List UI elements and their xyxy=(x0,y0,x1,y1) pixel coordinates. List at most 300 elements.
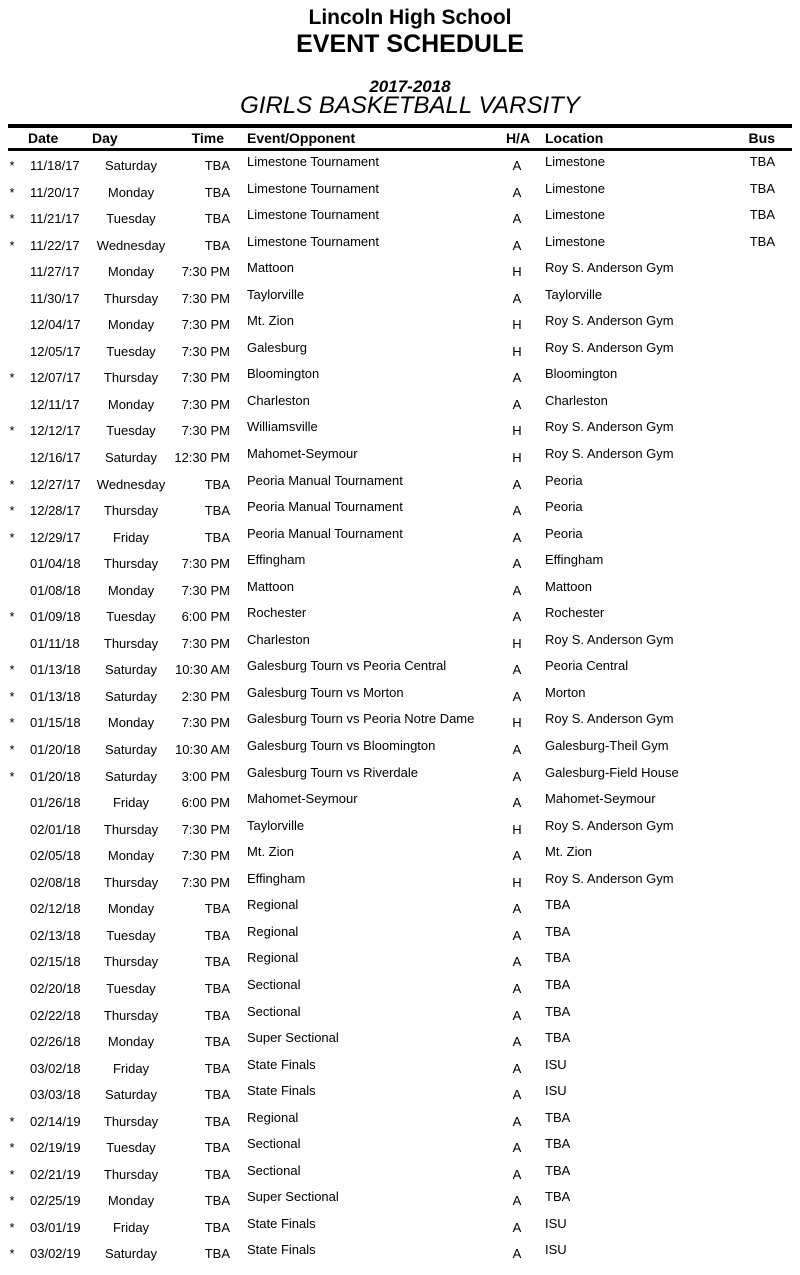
column-header-event: Event/Opponent xyxy=(247,130,356,146)
bus-cell xyxy=(705,1052,775,1079)
column-header-day: Day xyxy=(92,130,118,146)
table-row xyxy=(0,549,800,576)
time-cell: 7:30 PM xyxy=(181,556,230,572)
event-opponent-cell: Galesburg Tourn vs Riverdale xyxy=(247,764,419,780)
date-cell: 12/29/17 xyxy=(30,529,81,545)
day-cell: Saturday xyxy=(104,158,158,173)
table-row xyxy=(0,1213,800,1240)
location-cell: Peoria Central xyxy=(545,658,629,674)
row-star-marker xyxy=(6,631,18,658)
row-star-marker: * xyxy=(9,768,15,784)
bus-cell xyxy=(705,1105,775,1132)
day-cell: Tuesday xyxy=(106,1140,156,1156)
event-opponent-cell: Limestone Tournament xyxy=(247,233,380,249)
day-cell: Friday xyxy=(112,529,150,545)
time-cell: 7:30 PM xyxy=(181,821,230,837)
date-cell: 02/14/19 xyxy=(30,1113,81,1129)
event-opponent-cell: Regional xyxy=(247,1109,299,1125)
location-cell: Morton xyxy=(545,684,586,700)
day-cell: Monday xyxy=(107,1193,155,1209)
bus-cell xyxy=(705,706,775,733)
row-star-marker: * xyxy=(9,1246,15,1262)
home-away-cell: A xyxy=(512,980,522,996)
date-cell: 02/26/18 xyxy=(30,1034,81,1050)
event-opponent-cell: Mt. Zion xyxy=(247,313,294,329)
row-star-marker xyxy=(6,1082,18,1109)
bus-cell xyxy=(705,760,775,787)
home-away-cell: A xyxy=(512,901,522,917)
date-cell: 03/03/18 xyxy=(30,1087,81,1103)
date-cell: 02/08/18 xyxy=(30,874,81,890)
bus-cell xyxy=(705,335,775,362)
table-row xyxy=(0,1054,800,1081)
row-star-marker xyxy=(6,923,18,950)
day-cell: Thursday xyxy=(103,954,159,970)
time-cell: TBA xyxy=(204,476,230,492)
date-cell: 12/27/17 xyxy=(30,476,81,492)
event-opponent-cell: Effingham xyxy=(247,552,306,568)
bus-cell xyxy=(705,653,775,680)
day-cell: Saturday xyxy=(104,450,158,466)
table-row xyxy=(0,416,800,443)
row-star-marker: * xyxy=(9,503,15,519)
row-star-marker xyxy=(6,259,18,286)
table-row xyxy=(0,284,800,311)
date-cell: 02/12/18 xyxy=(30,901,81,917)
event-opponent-cell: Sectional xyxy=(247,1136,301,1152)
bus-cell xyxy=(705,388,775,415)
home-away-cell: A xyxy=(512,1193,522,1209)
event-opponent-cell: State Finals xyxy=(247,1215,316,1231)
day-cell: Monday xyxy=(107,715,155,731)
home-away-cell: A xyxy=(512,1113,522,1129)
event-opponent-cell: Limestone Tournament xyxy=(247,180,380,196)
row-star-marker xyxy=(6,790,18,817)
day-cell: Thursday xyxy=(103,635,159,651)
location-cell: Mattoon xyxy=(545,578,592,594)
date-cell: 01/09/18 xyxy=(30,609,81,625)
location-cell: Roy S. Anderson Gym xyxy=(545,631,674,647)
day-cell: Thursday xyxy=(103,1007,159,1023)
schedule-table-body xyxy=(0,151,800,1266)
bus-cell xyxy=(705,494,775,521)
location-cell: TBA xyxy=(545,1162,571,1178)
time-cell: 7:30 PM xyxy=(181,264,230,280)
time-cell: 2:30 PM xyxy=(181,688,230,704)
row-star-marker: * xyxy=(9,1166,15,1182)
event-opponent-cell: Regional xyxy=(247,950,299,966)
bus-cell xyxy=(705,892,775,919)
table-row xyxy=(0,788,800,815)
home-away-cell: A xyxy=(512,503,522,519)
event-opponent-cell: Galesburg xyxy=(247,339,307,355)
day-cell: Tuesday xyxy=(106,980,156,996)
table-row xyxy=(0,178,800,205)
home-away-cell: A xyxy=(512,1007,522,1023)
event-opponent-cell: Galesburg Tourn vs Peoria Notre Dame xyxy=(247,711,475,727)
time-cell: TBA xyxy=(204,1166,230,1182)
location-cell: TBA xyxy=(545,976,571,992)
time-cell: 7:30 PM xyxy=(181,874,230,890)
column-header-ha: H/A xyxy=(505,130,531,146)
bus-cell xyxy=(705,945,775,972)
date-cell: 02/25/19 xyxy=(30,1193,81,1209)
time-cell: 7:30 PM xyxy=(181,317,230,333)
column-header-date: Date xyxy=(28,130,59,146)
row-star-marker xyxy=(6,551,18,578)
date-cell: 11/20/17 xyxy=(30,184,80,200)
day-cell: Wednesday xyxy=(96,237,166,253)
time-cell: 7:30 PM xyxy=(181,423,230,439)
location-cell: ISU xyxy=(545,1242,567,1258)
team-name: GIRLS BASKETBALL VARSITY xyxy=(240,92,580,119)
date-cell: 12/12/17 xyxy=(30,423,81,439)
bus-cell xyxy=(705,1184,775,1211)
bus-cell xyxy=(705,1025,775,1052)
day-cell: Monday xyxy=(107,1034,155,1050)
row-star-marker: * xyxy=(9,423,15,439)
bus-cell xyxy=(705,282,775,309)
row-star-marker: * xyxy=(9,1140,15,1156)
location-cell: Charleston xyxy=(545,392,608,408)
home-away-cell: A xyxy=(512,556,522,572)
season-label: 2017-2018 xyxy=(369,77,451,96)
day-cell: Thursday xyxy=(103,556,159,572)
home-away-cell: A xyxy=(512,184,522,200)
home-away-cell: A xyxy=(512,158,522,173)
location-cell: Mahomet-Seymour xyxy=(545,791,656,807)
time-cell: TBA xyxy=(204,1193,230,1209)
event-opponent-cell: Peoria Manual Tournament xyxy=(247,472,403,488)
row-star-marker xyxy=(6,1056,18,1083)
date-cell: 12/16/17 xyxy=(30,450,81,466)
home-away-cell: A xyxy=(512,1246,522,1262)
table-row xyxy=(0,974,800,1001)
location-cell: Roy S. Anderson Gym xyxy=(545,419,674,435)
location-cell: Roy S. Anderson Gym xyxy=(545,870,674,886)
time-cell: 3:00 PM xyxy=(181,768,230,784)
home-away-cell: H xyxy=(512,821,522,837)
day-cell: Wednesday xyxy=(96,476,166,492)
row-star-marker: * xyxy=(9,211,15,227)
table-row xyxy=(0,337,800,364)
home-away-cell: A xyxy=(512,211,522,227)
row-star-marker: * xyxy=(9,476,15,492)
event-opponent-cell: Peoria Manual Tournament xyxy=(247,525,403,541)
event-opponent-cell: Bloomington xyxy=(247,366,320,382)
home-away-cell: H xyxy=(512,715,522,731)
event-opponent-cell: Peoria Manual Tournament xyxy=(247,499,403,515)
date-cell: 11/22/17 xyxy=(30,237,80,253)
date-cell: 12/28/17 xyxy=(30,503,81,519)
day-cell: Saturday xyxy=(104,742,158,758)
day-cell: Tuesday xyxy=(106,927,156,943)
bus-cell xyxy=(705,468,775,495)
date-cell: 11/27/17 xyxy=(30,264,80,280)
location-cell: Limestone xyxy=(545,154,605,169)
row-star-marker xyxy=(6,949,18,976)
bus-cell xyxy=(705,441,775,468)
day-cell: Monday xyxy=(107,184,155,200)
event-opponent-cell: Taylorville xyxy=(247,817,305,833)
row-star-marker: * xyxy=(9,715,15,731)
day-cell: Monday xyxy=(107,848,155,864)
home-away-cell: A xyxy=(512,688,522,704)
location-cell: Roy S. Anderson Gym xyxy=(545,260,674,276)
row-star-marker: * xyxy=(9,158,15,173)
location-cell: Galesburg-Theil Gym xyxy=(545,738,669,754)
time-cell: 7:30 PM xyxy=(181,370,230,386)
bus-cell xyxy=(705,1158,775,1185)
day-cell: Monday xyxy=(107,264,155,280)
time-cell: 7:30 PM xyxy=(181,715,230,731)
location-cell: ISU xyxy=(545,1215,567,1231)
home-away-cell: A xyxy=(512,582,522,598)
home-away-cell: H xyxy=(512,450,522,466)
event-opponent-cell: State Finals xyxy=(247,1242,316,1258)
event-opponent-cell: Mattoon xyxy=(247,578,294,594)
table-row xyxy=(0,629,800,656)
home-away-cell: H xyxy=(512,343,522,359)
row-star-marker xyxy=(6,578,18,605)
time-cell: TBA xyxy=(204,211,230,227)
home-away-cell: H xyxy=(512,874,522,890)
bus-cell xyxy=(705,1078,775,1105)
location-cell: TBA xyxy=(545,950,571,966)
bus-cell xyxy=(705,786,775,813)
column-header-bus: Bus xyxy=(748,130,775,146)
home-away-cell: A xyxy=(512,1140,522,1156)
bus-cell xyxy=(705,547,775,574)
date-cell: 01/13/18 xyxy=(30,688,81,704)
row-star-marker: * xyxy=(9,529,15,545)
event-opponent-cell: Super Sectional xyxy=(247,1030,339,1046)
event-opponent-cell: Charleston xyxy=(247,631,310,647)
table-row xyxy=(0,523,800,550)
table-row xyxy=(0,682,800,709)
table-row xyxy=(0,815,800,842)
location-cell: Roy S. Anderson Gym xyxy=(545,817,674,833)
location-cell: TBA xyxy=(545,1030,571,1046)
row-star-marker: * xyxy=(9,1193,15,1209)
location-cell: Peoria xyxy=(545,499,583,515)
location-cell: TBA xyxy=(545,1109,571,1125)
time-cell: TBA xyxy=(204,927,230,943)
time-cell: 6:00 PM xyxy=(181,609,230,625)
row-star-marker xyxy=(6,843,18,870)
date-cell: 12/11/17 xyxy=(30,396,80,412)
location-cell: Limestone xyxy=(545,180,605,196)
time-cell: TBA xyxy=(204,1219,230,1235)
time-cell: TBA xyxy=(204,503,230,519)
event-opponent-cell: Sectional xyxy=(247,976,301,992)
row-star-marker xyxy=(6,339,18,366)
day-cell: Thursday xyxy=(103,1113,159,1129)
row-star-marker xyxy=(6,1003,18,1030)
time-cell: TBA xyxy=(204,184,230,200)
event-opponent-cell: Mattoon xyxy=(247,260,294,276)
bus-cell: TBA xyxy=(749,180,775,196)
table-row xyxy=(0,1160,800,1187)
bus-cell xyxy=(705,839,775,866)
date-cell: 11/18/17 xyxy=(30,158,80,173)
bus-cell xyxy=(705,1211,775,1238)
location-cell: ISU xyxy=(545,1083,567,1099)
time-cell: TBA xyxy=(204,1060,230,1076)
date-cell: 11/30/17 xyxy=(30,290,80,306)
home-away-cell: H xyxy=(512,635,522,651)
table-row xyxy=(0,496,800,523)
table-row xyxy=(0,1186,800,1213)
day-cell: Monday xyxy=(107,582,155,598)
row-star-marker: * xyxy=(9,1113,15,1129)
table-row xyxy=(0,841,800,868)
bus-cell xyxy=(705,600,775,627)
table-row xyxy=(0,470,800,497)
bus-cell xyxy=(705,255,775,282)
date-cell: 02/20/18 xyxy=(30,980,81,996)
row-star-marker: * xyxy=(9,184,15,200)
location-cell: TBA xyxy=(545,1136,571,1152)
date-cell: 03/02/19 xyxy=(30,1246,81,1262)
day-cell: Tuesday xyxy=(106,211,156,227)
location-cell: Bloomington xyxy=(545,366,618,382)
time-cell: TBA xyxy=(204,1087,230,1103)
bus-cell xyxy=(705,627,775,654)
event-opponent-cell: Mahomet-Seymour xyxy=(247,446,358,462)
bus-cell xyxy=(705,1131,775,1158)
event-opponent-cell: Effingham xyxy=(247,870,306,886)
time-cell: 6:00 PM xyxy=(181,795,230,811)
day-cell: Thursday xyxy=(103,874,159,890)
bus-cell xyxy=(705,919,775,946)
date-cell: 02/22/18 xyxy=(30,1007,81,1023)
day-cell: Saturday xyxy=(104,1246,158,1262)
event-opponent-cell: State Finals xyxy=(247,1083,316,1099)
bus-cell xyxy=(705,999,775,1026)
home-away-cell: A xyxy=(512,795,522,811)
event-opponent-cell: Limestone Tournament xyxy=(247,207,380,223)
home-away-cell: A xyxy=(512,396,522,412)
day-cell: Thursday xyxy=(103,1166,159,1182)
home-away-cell: A xyxy=(512,1087,522,1103)
date-cell: 12/04/17 xyxy=(30,317,81,333)
time-cell: TBA xyxy=(204,1007,230,1023)
date-cell: 02/13/18 xyxy=(30,927,81,943)
table-header-row xyxy=(0,128,800,148)
date-cell: 01/26/18 xyxy=(30,795,81,811)
bus-cell xyxy=(705,680,775,707)
home-away-cell: A xyxy=(512,1166,522,1182)
time-cell: 7:30 PM xyxy=(181,343,230,359)
date-cell: 01/15/18 xyxy=(30,715,81,731)
home-away-cell: A xyxy=(512,1219,522,1235)
page-title: EVENT SCHEDULE xyxy=(296,30,524,58)
row-star-marker xyxy=(6,896,18,923)
location-cell: Roy S. Anderson Gym xyxy=(545,446,674,462)
bus-cell xyxy=(705,521,775,548)
time-cell: TBA xyxy=(204,1034,230,1050)
home-away-cell: A xyxy=(512,742,522,758)
bus-cell xyxy=(705,733,775,760)
table-row xyxy=(0,390,800,417)
home-away-cell: A xyxy=(512,768,522,784)
home-away-cell: A xyxy=(512,609,522,625)
home-away-cell: A xyxy=(512,848,522,864)
location-cell: Mt. Zion xyxy=(545,844,592,860)
location-cell: Peoria xyxy=(545,525,583,541)
row-star-marker xyxy=(6,392,18,419)
day-cell: Friday xyxy=(112,1219,150,1235)
event-opponent-cell: Sectional xyxy=(247,1003,301,1019)
time-cell: TBA xyxy=(204,980,230,996)
location-cell: TBA xyxy=(545,897,571,913)
location-cell: Galesburg-Field House xyxy=(545,764,679,780)
location-cell: TBA xyxy=(545,1003,571,1019)
row-star-marker: * xyxy=(9,1219,15,1235)
row-star-marker: * xyxy=(9,662,15,678)
table-row xyxy=(0,257,800,284)
location-cell: Effingham xyxy=(545,552,604,568)
home-away-cell: A xyxy=(512,662,522,678)
time-cell: 10:30 AM xyxy=(175,662,230,678)
row-star-marker xyxy=(6,1029,18,1056)
event-opponent-cell: State Finals xyxy=(247,1056,316,1072)
day-cell: Tuesday xyxy=(106,423,156,439)
time-cell: 7:30 PM xyxy=(181,396,230,412)
location-cell: Taylorville xyxy=(545,286,603,302)
table-row xyxy=(0,1107,800,1134)
event-opponent-cell: Galesburg Tourn vs Bloomington xyxy=(247,738,436,754)
bus-cell xyxy=(705,972,775,999)
home-away-cell: A xyxy=(512,370,522,386)
bus-cell xyxy=(705,813,775,840)
column-header-location: Location xyxy=(545,130,604,146)
time-cell: 7:30 PM xyxy=(181,582,230,598)
time-cell: TBA xyxy=(204,901,230,917)
location-cell: Limestone xyxy=(545,233,605,249)
home-away-cell: A xyxy=(512,237,522,253)
date-cell: 02/19/19 xyxy=(30,1140,81,1156)
day-cell: Thursday xyxy=(103,503,159,519)
day-cell: Thursday xyxy=(103,370,159,386)
table-row xyxy=(0,310,800,337)
day-cell: Friday xyxy=(112,1060,150,1076)
bus-cell xyxy=(705,574,775,601)
location-cell: Roy S. Anderson Gym xyxy=(545,313,674,329)
row-star-marker: * xyxy=(9,609,15,625)
event-opponent-cell: Galesburg Tourn vs Peoria Central xyxy=(247,658,447,674)
school-name: Lincoln High School xyxy=(308,6,512,29)
table-row xyxy=(0,204,800,231)
row-star-marker: * xyxy=(9,688,15,704)
event-opponent-cell: Galesburg Tourn vs Morton xyxy=(247,684,404,700)
table-row xyxy=(0,894,800,921)
event-opponent-cell: Regional xyxy=(247,923,299,939)
date-cell: 02/15/18 xyxy=(30,954,81,970)
time-cell: TBA xyxy=(204,237,230,253)
location-cell: TBA xyxy=(545,1189,571,1205)
home-away-cell: A xyxy=(512,290,522,306)
date-cell: 01/20/18 xyxy=(30,742,81,758)
row-star-marker xyxy=(6,870,18,897)
table-row xyxy=(0,576,800,603)
event-opponent-cell: Mahomet-Seymour xyxy=(247,791,358,807)
time-cell: TBA xyxy=(204,1113,230,1129)
time-cell: 12:30 PM xyxy=(174,450,230,466)
home-away-cell: H xyxy=(512,317,522,333)
table-row xyxy=(0,231,800,258)
